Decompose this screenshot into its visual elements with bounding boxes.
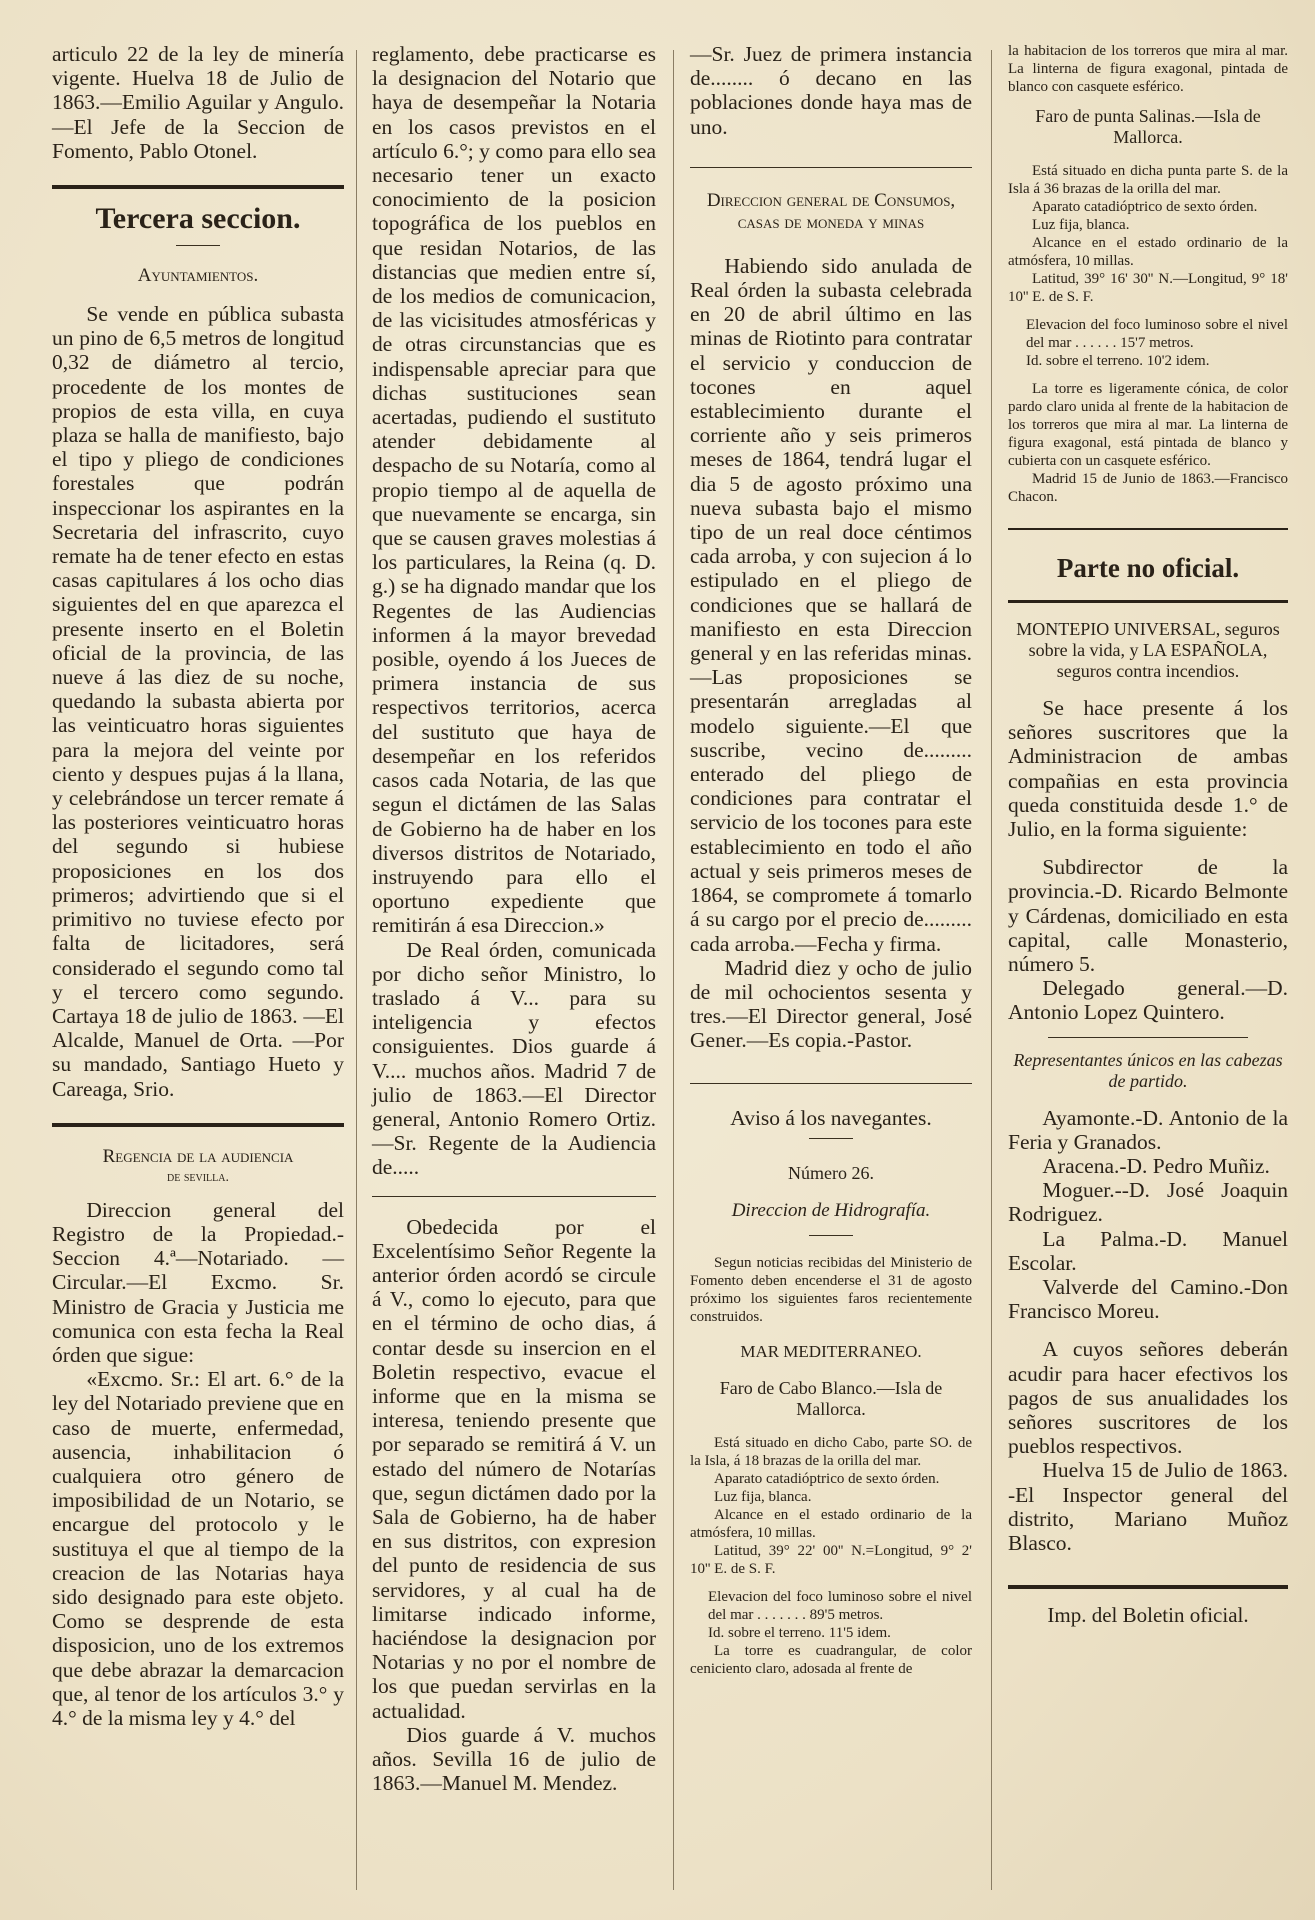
aviso-heading: Aviso á los navegantes. — [730, 1105, 932, 1130]
faro-line: Elevacion del foco luminoso sobre el nivel del mar . . . . . . 15'7 metros. — [1026, 317, 1288, 351]
representante-line: Moguer.--D. José Joaquin Rodriguez. — [1008, 1178, 1288, 1227]
section-title: Tercera seccion. — [95, 202, 301, 236]
section-rule — [52, 185, 344, 189]
faro-line: Alcance en el estado ordinario de la atmósfera, 10 millas. — [690, 1507, 972, 1542]
faro-line: Elevacion del foco luminoso sobre el nivel del mar . . . . . . . 89'5 metros. — [708, 1589, 972, 1624]
regencia-heading: Regencia de la audiencia — [102, 1145, 294, 1167]
faro-salinas-title: Faro de punta Salinas.—Isla de Mallorca. — [1035, 106, 1261, 147]
faro-line: La torre es cuadrangular, de color ceniciento claro, adosada al frente de — [690, 1643, 972, 1678]
closing-signature: Huelva 15 de Julio de 1863. -El Inspector general del distrito, Mariano Muñoz Blasco. — [1008, 1458, 1288, 1556]
section-rule — [52, 1123, 344, 1127]
representante-line: Ayamonte.-D. Antonio de la Feria y Granados. — [1008, 1105, 1288, 1154]
column-2 — [372, 42, 656, 1900]
faro-signature: Madrid 15 de Junio de 1863.—Francisco Chacon. — [1008, 471, 1288, 505]
faro-line: Id. sobre el terreno. 11'5 idem. — [708, 1625, 891, 1642]
delegado-line: Delegado general.—D. Antonio Lopez Quintero. — [1008, 976, 1288, 1025]
column-3 — [690, 42, 972, 1900]
faro-line: Luz fija, blanca. — [1032, 217, 1130, 233]
ayuntamientos-heading: Ayuntamientos. — [137, 265, 259, 287]
consumos-heading: Direccion general de Consumos, casas de moneda y minas — [706, 189, 956, 233]
column-rule — [356, 50, 357, 1890]
numero-line: Número 26. — [788, 1162, 874, 1183]
signature-line: Dios guarde á V. muchos años. Sevilla 16 de julio de 1863.—Manuel M. Mendez. — [372, 1722, 656, 1796]
column-rule — [673, 50, 674, 1890]
section-rule — [1008, 528, 1288, 530]
faro-line: Id. sobre el terreno. 10'2 idem. — [1026, 353, 1210, 369]
regencia-body: Direccion general del Registro de la Propiedad.-Seccion 4.ª—Notariado. —Circular.—El Excmo. Sr. Ministro de Gracia y Justicia me comunica con esta fecha la Real órden que sigue: — [52, 1197, 344, 1367]
faro-line: Luz fija, blanca. — [714, 1489, 812, 1506]
ayuntamientos-notice: Se vende en pública subasta un pino de 6,5 metros de longitud 0,32 de diámetro al tercio, procedente de los montes de propios de esta villa, en cuya plaza se halla de manifiesto, bajo el tipo y pliego de condiciones forestales que podrán inspeccionar los aspirantes en la Secretaria del infrascrito, cuyo remate ha de tener efecto en estas casas capitulares á los ocho dias siguientes del en que aparezca el presente inserto en el Boletin oficial de la provincia, de las nueve á las diez de su noche, quedando la subasta abierta por las veinticuatro horas siguientes para la mejora del veinte por ciento y despues pujas á la llana, y celebrándose un tercer remate á las posteriores veinticuatro horas del segundo si hubiese proposiciones en los dos primeros; advirtiendo que si el primitivo no tuviese efecto por falta de licitadores, será considerado el segundo como tal y el tercero como segundo. Cartaya 18 de julio de 1863. —El Alcalde, Manuel de Orta. —Por su mandado, Santiago Hueto y Careaga, Srio. — [52, 302, 344, 1101]
notariado-text: reglamento, debe practicarse es la designacion del Notario que haya de desempeñar la Notaria en los casos previstos en el artículo 6.°; y como para ello sea necesario tener un exacto conocimiento de la posicion topográfica de los pueblos en que residan Notarios, de las distancias que medien entre sí, de los medios de comunicacion, de las vicisitudes atmosféricas y de otras circunstancias que es indispensable apreciar para que dichas sustituciones sean acertadas, pudiendo el sustituto atender debidamente al despacho de su Notaría, como al propio tiempo al de aquella de que nuevamente se encarga, sin que se causen graves molestias á los particulares, la Reina (q. D. g.) se ha dignado mandar que los Regentes de las Audiencias informen á la mayor brevedad posible, oyendo á los Jueces de primera instancia de sus respectivos territorios, acerca del sustituto que haya de desempeñar en los referidos casos cada Notaria, de las que segun el dictámen de las Salas de Gobierno ha de haber en los diversos distritos de Notariado, instruyendo para ello el oportuno expediente que remitirán á esa Direccion.» — [372, 42, 656, 938]
representantes-heading: Representantes únicos en las cabezas de partido. — [1013, 1049, 1283, 1091]
subdirector-line: Subdirector de la provincia.-D. Ricardo Belmonte y Cárdenas, domiciliado en esta capital, calle Monasterio, número 5. — [1008, 855, 1288, 977]
closing-text: A cuyos señores deberán acudir para hacer efectivos los pagos de sus anualidades los señores suscritores de los pueblos respectivos. — [1008, 1337, 1288, 1459]
paragraph-rule — [1048, 1037, 1248, 1038]
column-4 — [1008, 42, 1288, 1900]
faro-line: Está situado en dicha punta parte S. de la Isla á 36 brazas de la orilla del mar. — [1008, 163, 1288, 197]
real-orden-text: De Real órden, comunicada por dicho señor Ministro, lo traslado á V... para su inteligencia y efectos consiguientes. Dios guarde á V.... muchos años. Madrid 7 de julio de 1863.—El Director general, Antonio Romero Ortiz.—Sr. Regente de la Audiencia de..... — [372, 937, 656, 1180]
imprenta-line: Imp. del Boletin oficial. — [1047, 1603, 1249, 1628]
parte-no-oficial-title: Parte no oficial. — [1056, 553, 1240, 583]
faro-line: Está situado en dicho Cabo, parte SO. de la Isla, á 18 brazas de la orilla del mar. — [690, 1435, 972, 1470]
section-rule — [690, 167, 972, 168]
representante-line: La Palma.-D. Manuel Escolar. — [1008, 1226, 1288, 1275]
consumos-body: Habiendo sido anulada de Real órden la subasta celebrada en 20 de abril último en las minas de Riotinto para contratar el servicio y conduccion de tocones en aquel establecimiento durante el corriente año y seis primeros meses de 1864, tendrá lugar el dia 5 de agosto próximo una nueva subasta bajo el mismo tipo de un real doce céntimos cada arroba, y con sujecion á lo estipulado en el pliego de condiciones que se hallará de manifiesto en esta Direccion general y en las referidas minas.—Las proposiciones se presentarán arregladas al modelo siguiente.—El que suscribe, vecino de......... enterado del pliego de condiciones para contratar el servicio de los tocones para este establecimiento en todo el año actual y seis primeros meses de 1864, se compromete á tomarlo á su cargo por el precio de......... cada arroba.—Fecha y firma. — [690, 253, 972, 956]
column-1 — [52, 42, 344, 1900]
juez-text: —Sr. Juez de primera instancia de........ ó decano en las poblaciones donde haya mas de uno. — [690, 42, 972, 139]
faro-line: La torre es ligeramente cónica, de color pardo claro unida al frente de la habitacion de los torreros que mira al mar. La linterna de figura exagonal, está pintada de blanco y cubierta con un casquete esférico. — [1008, 381, 1288, 469]
hidrografia-heading: Direccion de Hidrografía. — [731, 1199, 931, 1221]
faro-continuation: la habitacion de los torreros que mira al mar. La linterna de figura exagonal, pintada de blanco con casquete esférico. — [1008, 43, 1288, 95]
title-dash — [176, 245, 220, 246]
title-dash — [809, 1138, 853, 1139]
paragraph-rule — [372, 1196, 656, 1197]
section-rule — [1008, 600, 1288, 603]
title-dash — [809, 1235, 853, 1236]
continuation-text: articulo 22 de la ley de minería vigente. Huelva 18 de Julio de 1863.—Emilio Aguilar y Angulo.—El Jefe de la Seccion de Fomento, Pablo Otonel. — [52, 42, 344, 163]
regencia-subheading: de sevilla. — [167, 1169, 229, 1185]
montepio-heading: MONTEPIO UNIVERSAL, seguros sobre la vida, y LA ESPAÑOLA, seguros contra incendios. — [1016, 619, 1280, 681]
faro-line: Aparato catadióptrico de sexto órden. — [714, 1471, 940, 1488]
faro-line: Latitud, 39° 16' 30'' N.—Longitud, 9° 18' 10'' E. de S. F. — [1008, 271, 1288, 305]
column-rule — [991, 50, 992, 1890]
faro-cabo-blanco-title: Faro de Cabo Blanco.—Isla de Mallorca. — [719, 1378, 943, 1420]
mar-heading: MAR MEDITERRANEO. — [740, 1342, 922, 1362]
montepio-body: Se hace presente á los señores suscritores que la Administracion de ambas compañias en esta provincia queda constituida desde 1.° de Julio, en la forma siguiente: — [1008, 696, 1288, 842]
section-rule — [1008, 1585, 1288, 1589]
section-rule — [690, 1083, 972, 1084]
representante-line: Aracena.-D. Pedro Muñiz. — [1042, 1154, 1270, 1179]
faro-line: Alcance en el estado ordinario de la atmósfera, 10 millas. — [1008, 235, 1288, 269]
faro-line: Aparato catadióptrico de sexto órden. — [1032, 199, 1258, 215]
consumos-signature: Madrid diez y ocho de julio de mil ochocientos sesenta y tres.—El Director general, José Gener.—Es copia.-Pastor. — [690, 955, 972, 1053]
obedecida-text: Obedecida por el Excelentísimo Señor Regente la anterior órden acordó se circule á V., como lo ejecuto, para que en el término de ocho dias, á contar desde su insercion en el Boletin respectivo, evacue el informe que en la misma se interesa, teniendo presente que por separado se remitirá á V. un estado del número de Notarías que, segun dictámen dado por la Sala de Gobierno, ha de haber en sus distritos, con expresion del punto de residencia de sus servidores, y al cual ha de limitarse indicado informe, haciéndose la designacion por Notarias y no por el nombre de los que puedan servirlas en la actualidad. — [372, 1214, 656, 1723]
representante-line: Valverde del Camino.-Don Francisco Moreu. — [1008, 1275, 1288, 1324]
segun-noticias: Segun noticias recibidas del Ministerio de Fomento deben encenderse el 31 de agosto próximo los siguientes faros recientemente construidos. — [690, 1255, 972, 1326]
regencia-quote: «Excmo. Sr.: El art. 6.° de la ley del Notariado previene que en caso de muerte, enfermedad, ausencia, inhabilitacion ó cualquiera otro género de imposibilidad de un Notario, se encargue del protocolo y le sustituya el que al tiempo de la creacion de las Notarias haya sido designado para este objeto. Como se desprende de esta disposicion, uno de los extremos que debe abrazar la demarcacion que, al tenor de los artículos 3.° y 4.° de la misma ley y 4.° del — [52, 1367, 344, 1730]
faro-line: Latitud, 39° 22' 00'' N.=Longitud, 9° 2' 10'' E. de S. F. — [690, 1543, 972, 1578]
